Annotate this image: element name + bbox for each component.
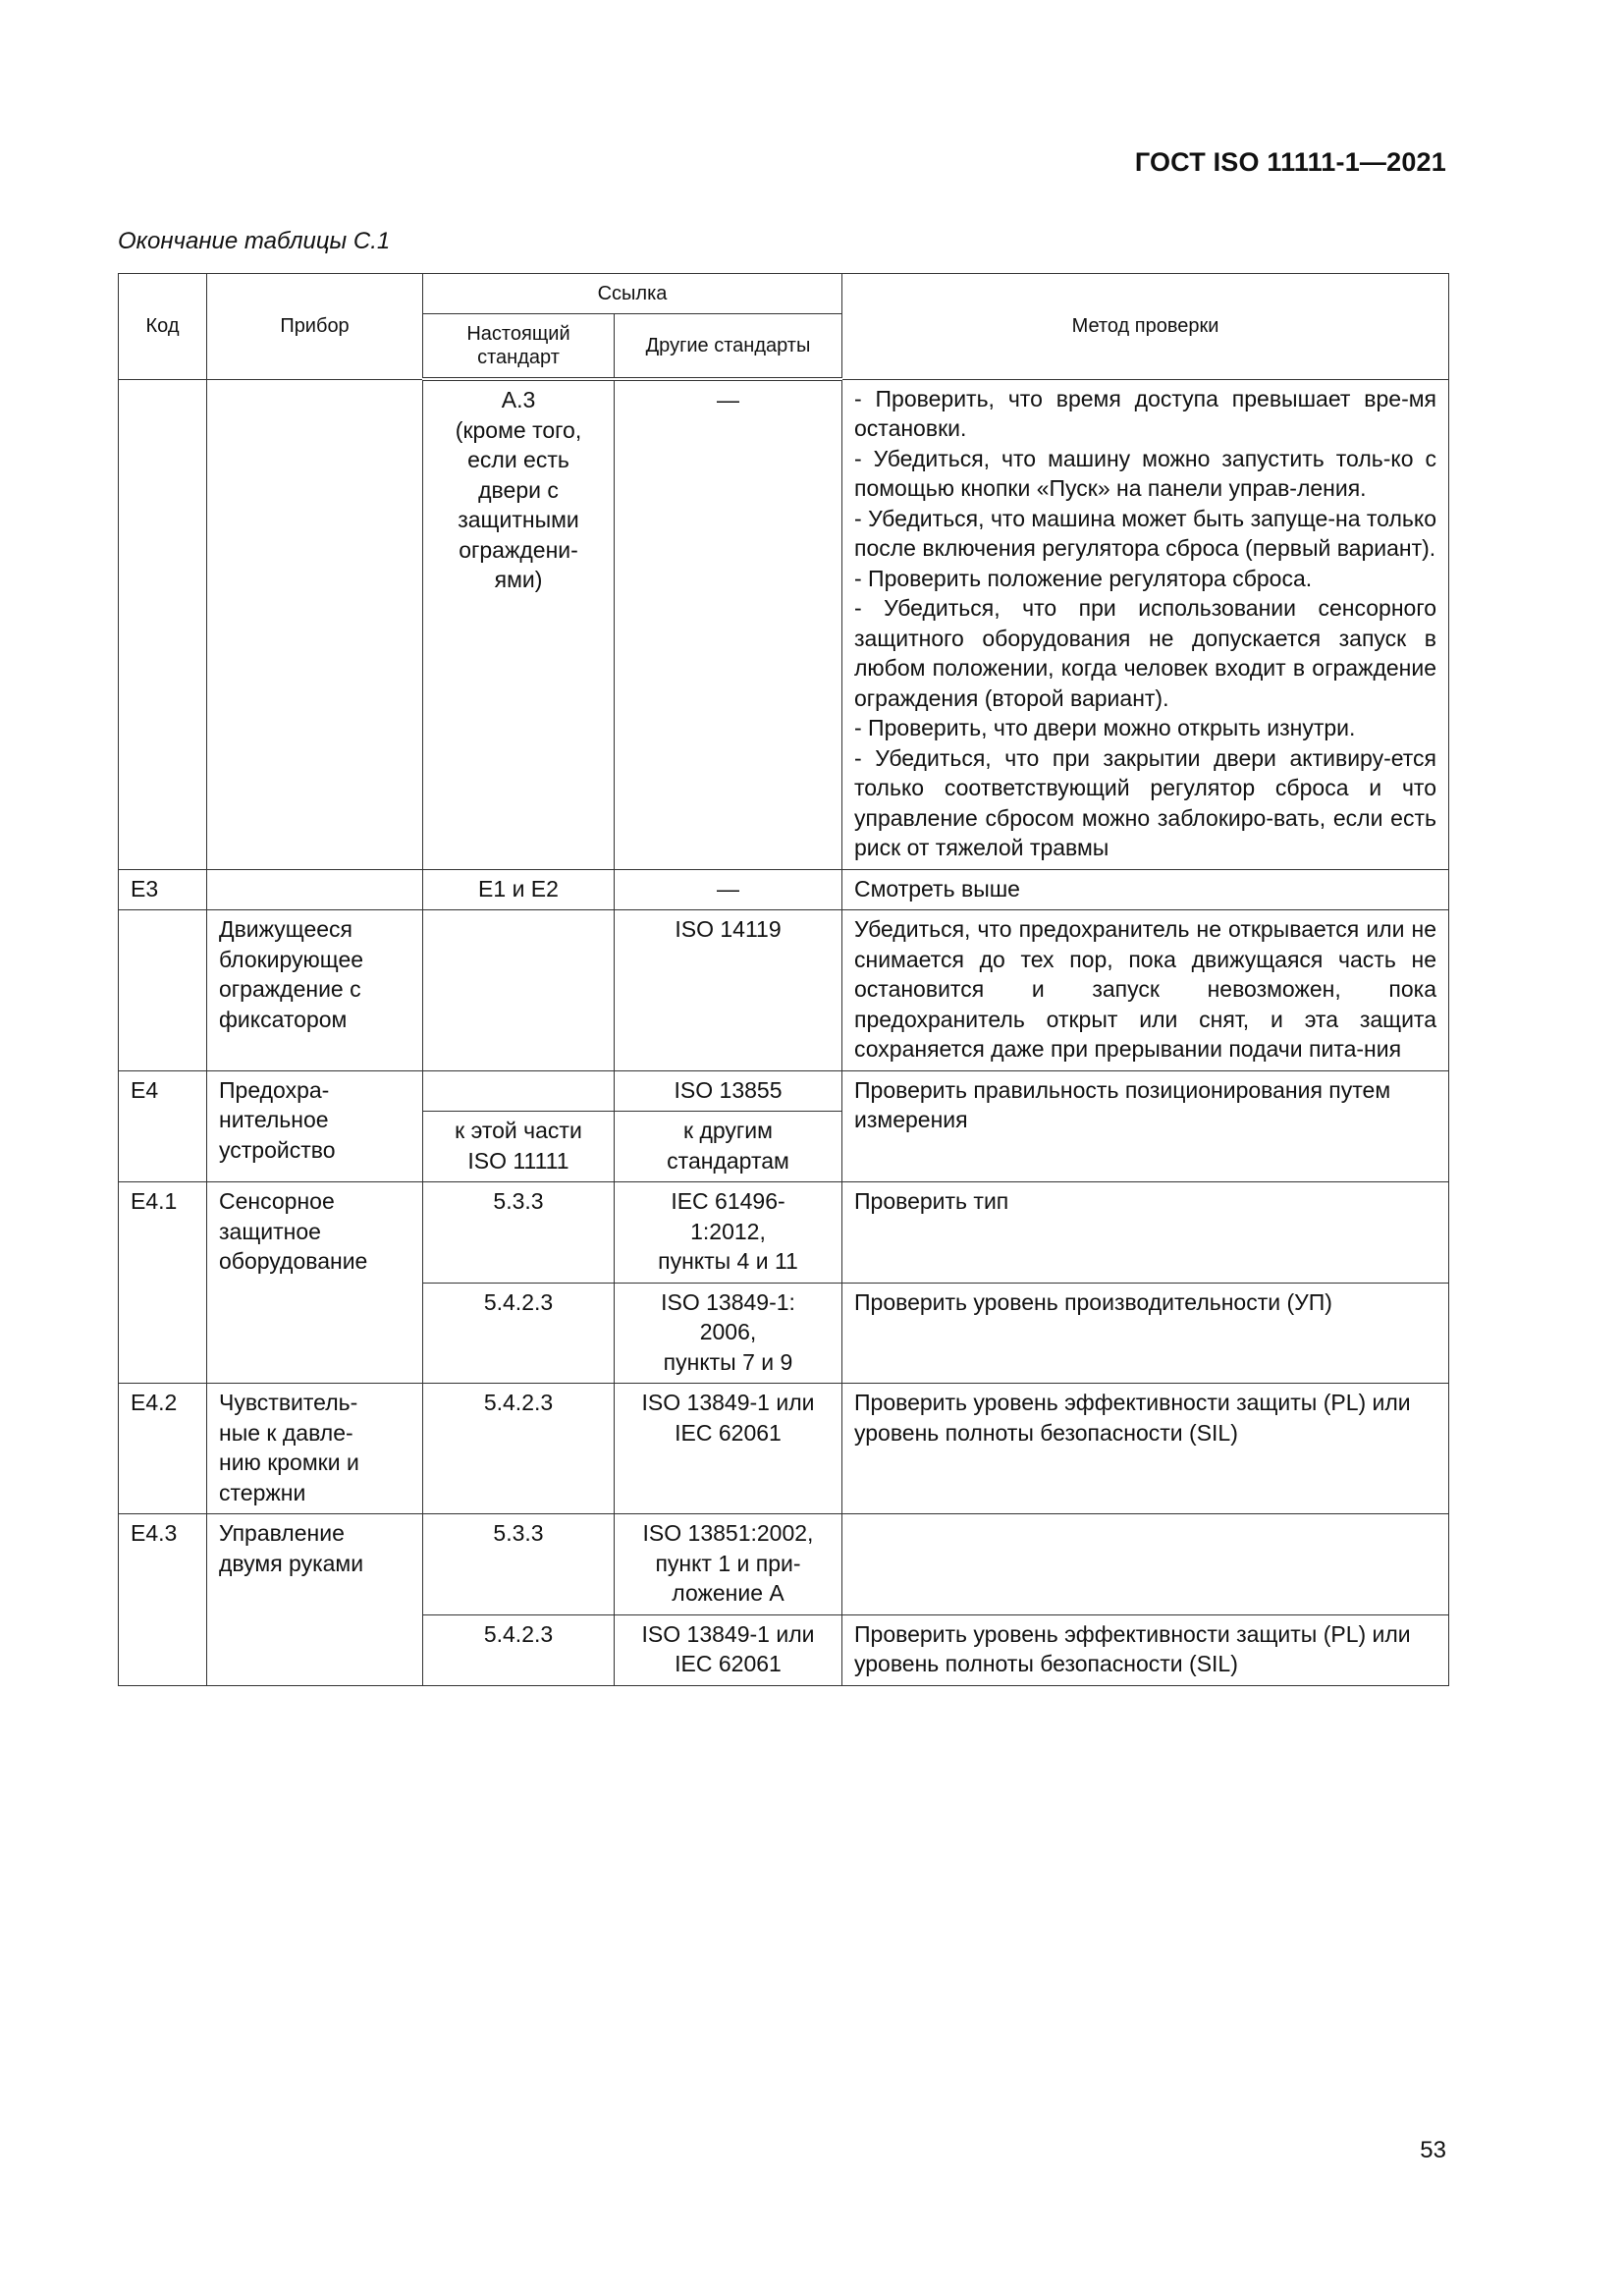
cell-device: Предохра- нительное устройство: [207, 1070, 423, 1182]
page-number: 53: [1420, 2137, 1446, 2163]
cell-method: [842, 379, 1449, 869]
cell-other-ref: ISO 13849-1 или IEC 62061: [615, 1384, 842, 1514]
header-device: Прибор: [207, 274, 423, 380]
document-code: ГОСТ ISO 11111-1—2021: [1134, 147, 1446, 177]
cell-method: Смотреть выше: [842, 869, 1449, 910]
cell-this-ref: Е1 и Е2: [423, 869, 615, 910]
cell-this-ref: 5.4.2.3: [423, 1384, 615, 1514]
method-line: - Проверить, что двери можно открыть изнутри.: [854, 715, 1356, 740]
cell-other-ref: —: [615, 869, 842, 910]
table-header-row: [119, 274, 1449, 314]
table-row: [119, 1384, 1449, 1514]
table-row: [119, 379, 1449, 869]
cell-other-ref: ISO 13855: [615, 1070, 842, 1112]
header-other-standards: Другие стандарты: [615, 314, 842, 380]
cell-device: Управление двумя руками: [207, 1514, 423, 1686]
method-line: - Проверить положение регулятора сброса.: [854, 565, 1313, 591]
cell-this-ref: 5.4.2.3: [423, 1614, 615, 1685]
table-row: [119, 1182, 1449, 1284]
table-row: [119, 910, 1449, 1071]
cell-code: [119, 379, 207, 869]
method-line: - Убедиться, что при закрытии двери активиру-ется только соответствующий регулятор сброса и что управление сбросом можно заблокиро-вать, если есть риск от тяжелой травмы: [854, 744, 1436, 860]
method-line: - Проверить, что время доступа превышает вре-мя остановки.: [854, 385, 1436, 441]
cell-device: Движущееся блокирующее ограждение с фиксатором: [207, 910, 423, 1071]
cell-other-ref: ISO 13849-1 или IEC 62061: [615, 1614, 842, 1685]
cell-code: Е4.1: [119, 1182, 207, 1384]
method-line: - Убедиться, что при использовании сенсорного защитного оборудования не допускается запуск в любом положении, когда человек входит в ограждение ограждения (второй вариант).: [854, 595, 1436, 711]
cell-this-ref: 5.3.3: [423, 1182, 615, 1284]
table-caption: Окончание таблицы С.1: [118, 228, 391, 254]
cell-other-ref: —: [615, 379, 842, 869]
header-reference: Ссылка: [423, 274, 842, 314]
cell-other-ref: ISO 13851:2002, пункт 1 и при- ложение А: [615, 1514, 842, 1615]
header-code: Код: [119, 274, 207, 380]
cell-this-ref: 5.3.3: [423, 1514, 615, 1615]
method-line: - Убедиться, что машину можно запустить толь-ко с помощью кнопки «Пуск» на панели управ-ления.: [854, 445, 1436, 501]
cell-method: Убедиться, что предохранитель не открывается или не снимается до тех пор, пока движущаяся часть не остановится и запуск невозможен, пока предохранитель открыт или снят, и эта защита сохраняется даже при прерывании подачи пита-ния: [842, 910, 1449, 1071]
cell-code: Е4.2: [119, 1384, 207, 1514]
cell-device: Чувствитель- ные к давле- нию кромки и стержни: [207, 1384, 423, 1514]
cell-method: Проверить уровень производительности (УП): [842, 1283, 1449, 1384]
cell-this-ref: к этой части ISO 11111: [423, 1112, 615, 1182]
cell-this-ref: [423, 910, 615, 1071]
method-line: - Убедиться, что машина может быть запуще-на только после включения регулятора сброса (первый вариант).: [854, 505, 1436, 561]
cell-code: Е3: [119, 869, 207, 910]
table-row: [119, 1070, 1449, 1112]
cell-method: [842, 1514, 1449, 1615]
table-row: [119, 869, 1449, 910]
cell-device: Сенсорное защитное оборудование: [207, 1182, 423, 1384]
cell-other-ref: IEC 61496- 1:2012, пункты 4 и 11: [615, 1182, 842, 1284]
cell-code: [119, 910, 207, 1071]
cell-method: Проверить уровень эффективности защиты (PL) или уровень полноты безопасности (SIL): [842, 1614, 1449, 1685]
cell-code: Е4.3: [119, 1514, 207, 1686]
cell-other-ref: к другим стандартам: [615, 1112, 842, 1182]
cell-this-ref: 5.4.2.3: [423, 1283, 615, 1384]
cell-method: Проверить тип: [842, 1182, 1449, 1284]
cell-device: [207, 869, 423, 910]
header-method: Метод проверки: [842, 274, 1449, 380]
cell-code: Е4: [119, 1070, 207, 1182]
table-row: [119, 1514, 1449, 1615]
cell-method: Проверить уровень эффективности защиты (PL) или уровень полноты безопасности (SIL): [842, 1384, 1449, 1514]
cell-other-ref: ISO 13849-1: 2006, пункты 7 и 9: [615, 1283, 842, 1384]
cell-this-ref: [423, 1070, 615, 1112]
cell-method: Проверить правильность позиционирования путем измерения: [842, 1070, 1449, 1182]
cell-other-ref: ISO 14119: [615, 910, 842, 1071]
cell-this-ref: А.3 (кроме того, если есть двери с защитными ограждени- ями): [423, 379, 615, 869]
checks-table: [118, 273, 1449, 1686]
cell-device: [207, 379, 423, 869]
header-this-standard: Настоящий стандарт: [423, 314, 615, 380]
